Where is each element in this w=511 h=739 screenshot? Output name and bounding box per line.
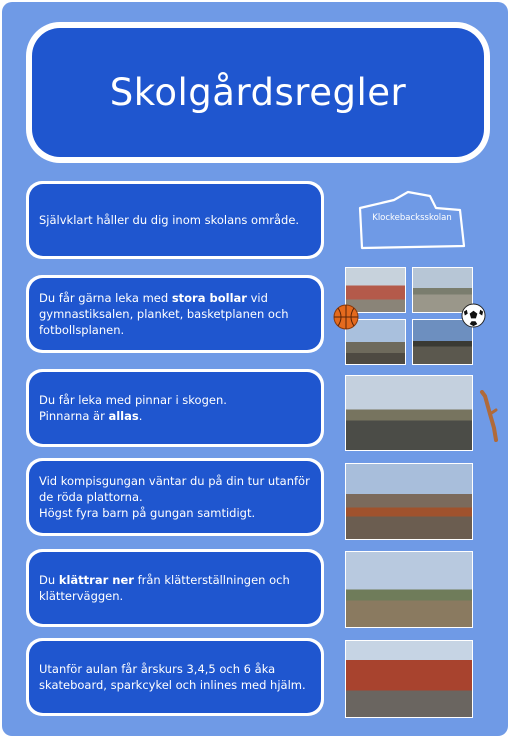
page-title: Skolgårdsregler — [109, 71, 407, 114]
rule-text-2: Du får gärna leka med stora bollar vid gymnastiksalen, planket, basketplanen och fotbollsplanen. — [39, 291, 289, 337]
photo-swing — [345, 463, 473, 540]
rule-panel-3 — [26, 369, 324, 447]
rule-panel-1 — [26, 181, 324, 259]
rule-text-1: Självklart håller du dig inom skolans område. — [39, 213, 300, 227]
soccer-ball-icon — [461, 303, 486, 328]
rule-panel-6 — [26, 638, 324, 716]
rule-panel-2 — [26, 275, 324, 353]
rule-emphasis: allas — [108, 409, 139, 423]
rule-text-5: Du klättrar ner från klätterställningen och klätterväggen. — [39, 573, 290, 603]
poster — [2, 2, 508, 736]
basketball-icon — [333, 304, 359, 330]
rule-panel-4 — [26, 458, 324, 536]
map-label: Klockebacksskolan — [372, 213, 452, 223]
rule-text-4: Vid kompisgungan väntar du på din tur utanför de röda plattorna. Högst fyra barn på gungan samtidigt. — [39, 474, 310, 520]
photo-forest — [345, 375, 473, 451]
rule-emphasis: klättrar ner — [58, 573, 134, 587]
rule-text-6: Utanför aulan får årskurs 3,4,5 och 6 åka skateboard, sparkcykel och inlines med hjälm. — [39, 662, 306, 692]
title-banner — [26, 22, 490, 163]
stick-icon — [476, 390, 502, 444]
rule-text-3: Du får leka med pinnar i skogen. Pinnarna är allas. — [39, 393, 227, 423]
rule-emphasis: stora bollar — [171, 291, 247, 305]
rule-panel-5 — [26, 549, 324, 627]
photo-climbing-frame — [345, 551, 473, 628]
photo-aula-building — [345, 640, 473, 718]
